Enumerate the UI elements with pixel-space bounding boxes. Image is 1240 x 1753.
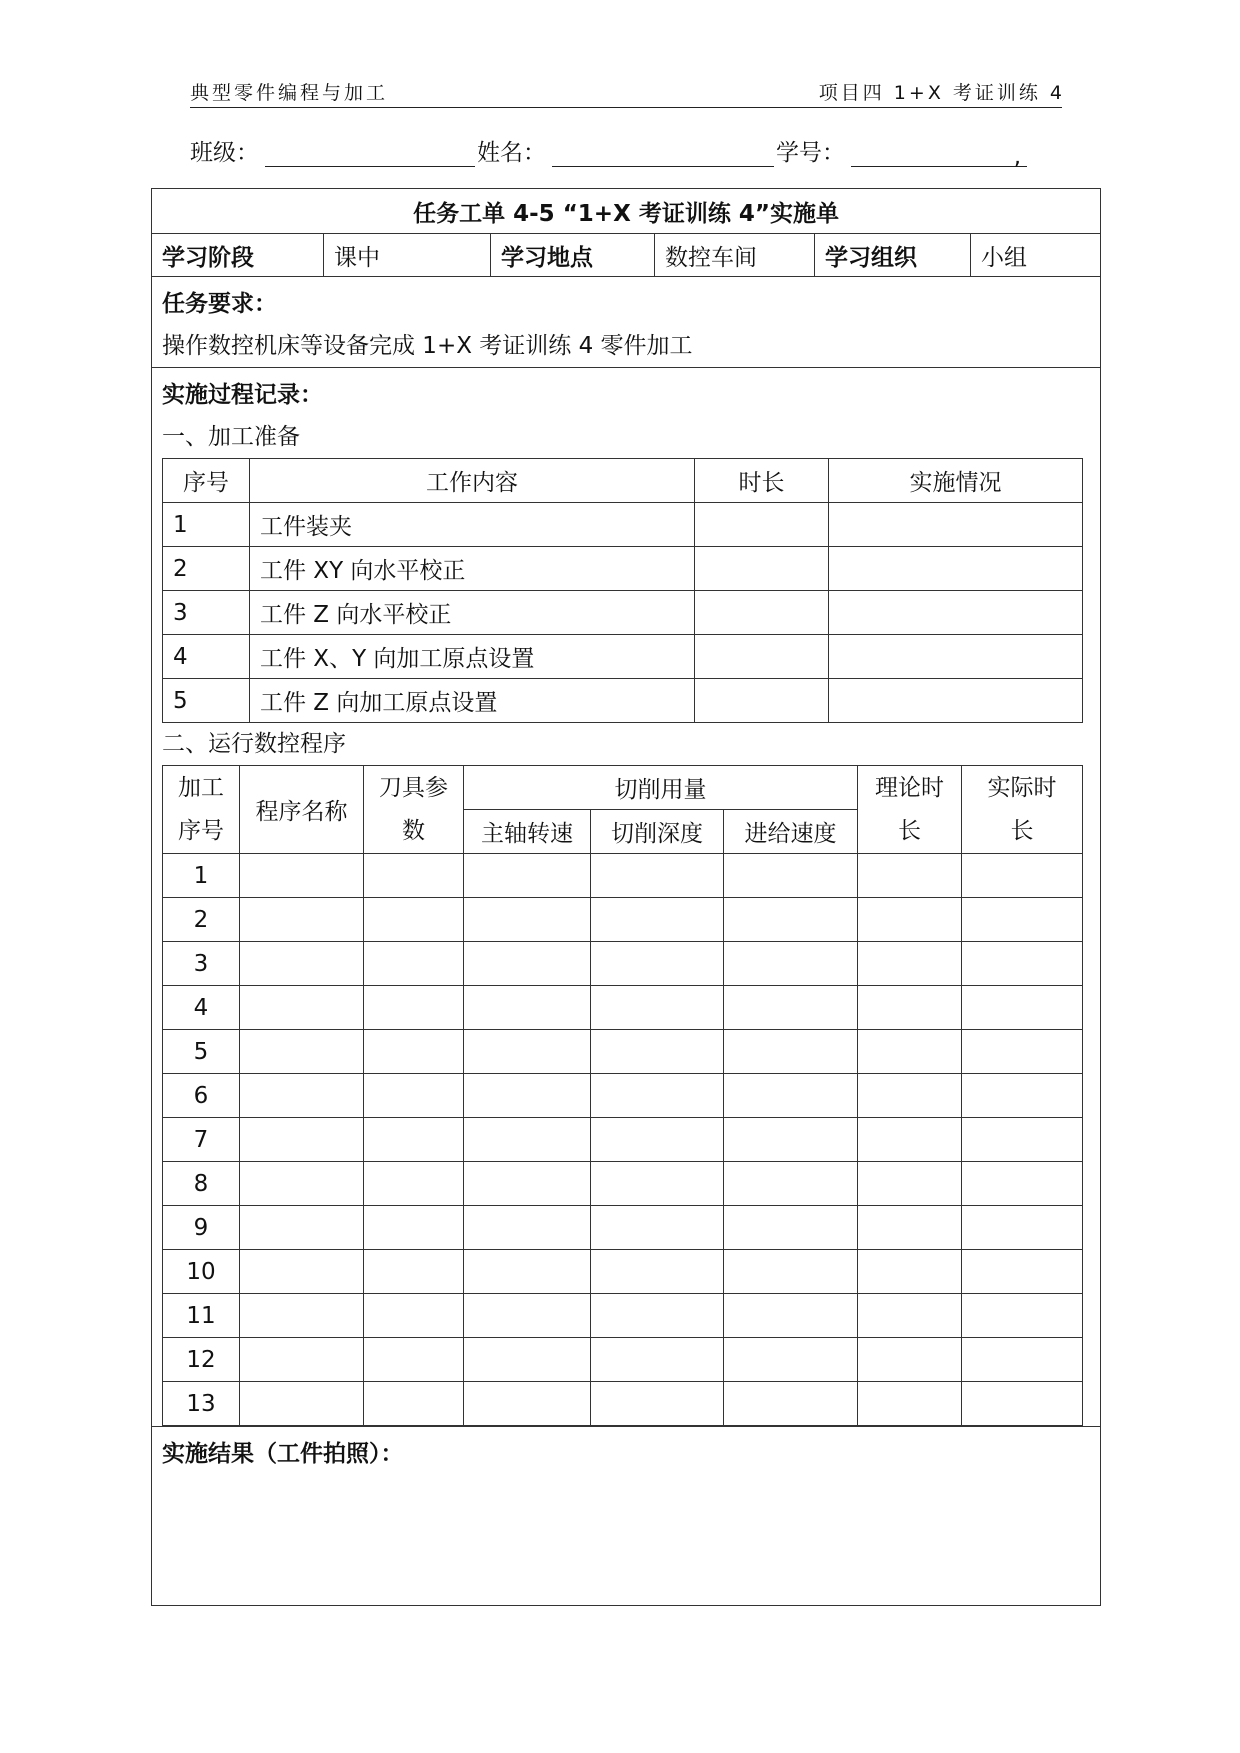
table-row — [163, 1206, 1083, 1250]
prog-seq: 4 — [163, 986, 240, 1030]
prog-name-cell[interactable] — [240, 986, 364, 1030]
prog-header-depth: 切削深度 — [591, 810, 724, 854]
program-rows — [163, 854, 1083, 1426]
prog-seq: 1 — [163, 854, 240, 898]
prog-spindle-cell[interactable] — [464, 1162, 591, 1206]
prog-depth-cell[interactable] — [591, 1118, 724, 1162]
table-row — [163, 1162, 1083, 1206]
prep-header-status: 实施情况 — [829, 459, 1083, 503]
org-label: 学习组织 — [815, 234, 971, 277]
table-row — [163, 1250, 1083, 1294]
prog-feed-cell[interactable] — [724, 854, 858, 898]
prep-status-cell[interactable] — [829, 591, 1083, 635]
prog-depth-cell[interactable] — [591, 942, 724, 986]
prog-actual-cell[interactable] — [962, 1382, 1083, 1426]
prog-tool-cell[interactable] — [364, 1074, 464, 1118]
prep-content: 工件 XY 向水平校正 — [250, 547, 695, 591]
id-trailing: , — [1013, 144, 1021, 170]
prog-seq: 9 — [163, 1206, 240, 1250]
prog-seq: 12 — [163, 1338, 240, 1382]
prog-depth-cell[interactable] — [591, 1030, 724, 1074]
prog-name-cell[interactable] — [240, 942, 364, 986]
prog-feed-cell[interactable] — [724, 1382, 858, 1426]
prep-no: 5 — [163, 679, 250, 723]
requirement-section — [152, 277, 1101, 368]
prog-spindle-cell[interactable] — [464, 1118, 591, 1162]
section2-title: 二、运行数控程序 — [162, 731, 346, 757]
prep-content: 工件 Z 向水平校正 — [250, 591, 695, 635]
prog-actual-cell[interactable] — [962, 1338, 1083, 1382]
prog-actual-cell[interactable] — [962, 942, 1083, 986]
prog-header-seq-2: 序号 — [178, 817, 224, 844]
prog-tool-cell[interactable] — [364, 1382, 464, 1426]
prep-content: 工件 X、Y 向加工原点设置 — [250, 635, 695, 679]
class-field[interactable] — [265, 140, 475, 167]
header-left: 典型零件编程与加工 — [190, 82, 389, 104]
table-row — [163, 1074, 1083, 1118]
prog-tool-cell[interactable] — [364, 898, 464, 942]
prog-spindle-cell[interactable] — [464, 1206, 591, 1250]
prep-no: 3 — [163, 591, 250, 635]
prep-status-cell[interactable] — [829, 679, 1083, 723]
stage-label: 学习阶段 — [152, 234, 324, 277]
prog-depth-cell[interactable] — [591, 1206, 724, 1250]
prog-header-tool — [364, 766, 464, 854]
prog-feed-cell[interactable] — [724, 1206, 858, 1250]
program-table — [162, 765, 1083, 1426]
prog-feed-cell[interactable] — [724, 1250, 858, 1294]
result-label: 实施结果（工件拍照）： — [162, 1441, 404, 1467]
table-row — [163, 898, 1083, 942]
prep-header-no: 序号 — [163, 459, 250, 503]
prog-feed-cell[interactable] — [724, 1118, 858, 1162]
form-title: 任务工单 4-5 “1+X 考证训练 4”实施单 — [152, 189, 1101, 234]
prog-theory-cell[interactable] — [858, 986, 962, 1030]
prog-actual-cell[interactable] — [962, 1074, 1083, 1118]
student-info — [190, 134, 1029, 170]
prog-seq: 11 — [163, 1294, 240, 1338]
prog-header-theory-1: 理论时 — [875, 774, 944, 801]
prog-tool-cell[interactable] — [364, 1118, 464, 1162]
prog-tool-cell[interactable] — [364, 1294, 464, 1338]
prog-header-tool-2: 数 — [402, 817, 425, 844]
prog-actual-cell[interactable] — [962, 1206, 1083, 1250]
prog-feed-cell[interactable] — [724, 1030, 858, 1074]
prog-feed-cell[interactable] — [724, 986, 858, 1030]
prog-name-cell[interactable] — [240, 1338, 364, 1382]
org-value: 小组 — [971, 234, 1101, 277]
class-label: 班级： — [190, 140, 259, 166]
table-row — [163, 547, 1083, 591]
prog-spindle-cell[interactable] — [464, 986, 591, 1030]
prog-actual-cell[interactable] — [962, 898, 1083, 942]
prog-actual-cell[interactable] — [962, 1030, 1083, 1074]
table-row — [163, 591, 1083, 635]
prog-header-feed: 进给速度 — [724, 810, 858, 854]
prep-no: 4 — [163, 635, 250, 679]
prog-tool-cell[interactable] — [364, 1030, 464, 1074]
prog-actual-cell[interactable] — [962, 1250, 1083, 1294]
prog-theory-cell[interactable] — [858, 1074, 962, 1118]
prep-duration-cell[interactable] — [695, 503, 829, 547]
section1-title: 一、加工准备 — [162, 424, 300, 450]
prog-feed-cell[interactable] — [724, 1338, 858, 1382]
prog-header-actual — [962, 766, 1083, 854]
prep-header-duration: 时长 — [695, 459, 829, 503]
table-row — [163, 1030, 1083, 1074]
prog-depth-cell[interactable] — [591, 1074, 724, 1118]
process-section — [152, 368, 1101, 1427]
prog-feed-cell[interactable] — [724, 1294, 858, 1338]
prog-tool-cell[interactable] — [364, 942, 464, 986]
prog-spindle-cell[interactable] — [464, 1250, 591, 1294]
prep-status-cell[interactable] — [829, 635, 1083, 679]
prep-header-content: 工作内容 — [250, 459, 695, 503]
name-label: 姓名： — [477, 140, 546, 166]
prog-feed-cell[interactable] — [724, 942, 858, 986]
prog-depth-cell[interactable] — [591, 1382, 724, 1426]
prep-status-cell[interactable] — [829, 503, 1083, 547]
prog-theory-cell[interactable] — [858, 1338, 962, 1382]
process-label: 实施过程记录： — [162, 382, 323, 408]
prog-name-cell[interactable] — [240, 1294, 364, 1338]
prog-seq: 5 — [163, 1030, 240, 1074]
prog-actual-cell[interactable] — [962, 1294, 1083, 1338]
prog-spindle-cell[interactable] — [464, 1338, 591, 1382]
result-section[interactable] — [152, 1427, 1101, 1606]
task-form — [151, 188, 1101, 1606]
prog-name-cell[interactable] — [240, 1162, 364, 1206]
prog-tool-cell[interactable] — [364, 1206, 464, 1250]
table-row — [163, 942, 1083, 986]
requirement-label: 任务要求： — [162, 291, 277, 317]
prog-feed-cell[interactable] — [724, 1162, 858, 1206]
prep-no: 1 — [163, 503, 250, 547]
prog-seq: 8 — [163, 1162, 240, 1206]
table-row — [163, 679, 1083, 723]
prog-theory-cell[interactable] — [858, 898, 962, 942]
stage-value: 课中 — [324, 234, 491, 277]
prog-depth-cell[interactable] — [591, 1250, 724, 1294]
prog-spindle-cell[interactable] — [464, 1294, 591, 1338]
name-field[interactable] — [552, 140, 774, 167]
prog-depth-cell[interactable] — [591, 986, 724, 1030]
prog-header-spindle: 主轴转速 — [464, 810, 591, 854]
requirement-text: 操作数控机床等设备完成 1+X 考证训练 4 零件加工 — [162, 333, 693, 359]
prog-theory-cell[interactable] — [858, 1250, 962, 1294]
prog-theory-cell[interactable] — [858, 1030, 962, 1074]
prog-theory-cell[interactable] — [858, 1294, 962, 1338]
prog-spindle-cell[interactable] — [464, 854, 591, 898]
prog-header-actual-2: 长 — [1010, 817, 1034, 844]
prog-header-name: 程序名称 — [240, 766, 364, 854]
prog-seq: 10 — [163, 1250, 240, 1294]
table-row — [163, 1294, 1083, 1338]
prog-theory-cell[interactable] — [858, 1206, 962, 1250]
prep-table — [162, 458, 1083, 723]
prog-tool-cell[interactable] — [364, 1162, 464, 1206]
table-row — [163, 854, 1083, 898]
prog-seq: 2 — [163, 898, 240, 942]
prog-header-theory-2: 长 — [898, 817, 921, 844]
prog-header-tool-1: 刀具参 — [379, 774, 448, 801]
table-row — [163, 986, 1083, 1030]
header-divider — [190, 107, 1062, 108]
prog-actual-cell[interactable] — [962, 854, 1083, 898]
prog-actual-cell[interactable] — [962, 986, 1083, 1030]
prep-duration-cell[interactable] — [695, 591, 829, 635]
prep-duration-cell[interactable] — [695, 679, 829, 723]
prog-tool-cell[interactable] — [364, 854, 464, 898]
prog-tool-cell[interactable] — [364, 1250, 464, 1294]
prog-seq: 3 — [163, 942, 240, 986]
prog-name-cell[interactable] — [240, 1250, 364, 1294]
prep-content: 工件 Z 向加工原点设置 — [250, 679, 695, 723]
prog-spindle-cell[interactable] — [464, 942, 591, 986]
prog-theory-cell[interactable] — [858, 1118, 962, 1162]
prep-duration-cell[interactable] — [695, 635, 829, 679]
prog-header-seq-1: 加工 — [178, 774, 224, 801]
prog-actual-cell[interactable] — [962, 1162, 1083, 1206]
prog-theory-cell[interactable] — [858, 942, 962, 986]
table-row — [163, 503, 1083, 547]
prog-spindle-cell[interactable] — [464, 898, 591, 942]
place-value: 数控车间 — [655, 234, 815, 277]
table-row — [163, 1118, 1083, 1162]
prog-name-cell[interactable] — [240, 1074, 364, 1118]
prog-depth-cell[interactable] — [591, 854, 724, 898]
prog-feed-cell[interactable] — [724, 898, 858, 942]
header-right: 项目四 1+X 考证训练 4 — [818, 82, 1065, 104]
prog-spindle-cell[interactable] — [464, 1074, 591, 1118]
prog-theory-cell[interactable] — [858, 854, 962, 898]
prog-theory-cell[interactable] — [858, 1162, 962, 1206]
table-row — [163, 1382, 1083, 1426]
prep-no: 2 — [163, 547, 250, 591]
id-label: 学号： — [776, 140, 845, 166]
prog-tool-cell[interactable] — [364, 1338, 464, 1382]
prog-name-cell[interactable] — [240, 1030, 364, 1074]
prog-spindle-cell[interactable] — [464, 1030, 591, 1074]
prog-actual-cell[interactable] — [962, 1118, 1083, 1162]
prog-depth-cell[interactable] — [591, 1294, 724, 1338]
prog-spindle-cell[interactable] — [464, 1382, 591, 1426]
prog-seq: 6 — [163, 1074, 240, 1118]
prog-seq: 7 — [163, 1118, 240, 1162]
prog-name-cell[interactable] — [240, 1206, 364, 1250]
prog-feed-cell[interactable] — [724, 1074, 858, 1118]
prep-content: 工件装夹 — [250, 503, 695, 547]
id-field[interactable] — [851, 140, 1027, 170]
prep-status-cell[interactable] — [829, 547, 1083, 591]
prog-name-cell[interactable] — [240, 1118, 364, 1162]
prep-duration-cell[interactable] — [695, 547, 829, 591]
prog-header-cutting: 切削用量 — [464, 766, 858, 810]
prog-name-cell[interactable] — [240, 854, 364, 898]
prog-depth-cell[interactable] — [591, 1338, 724, 1382]
table-row — [163, 1338, 1083, 1382]
prog-name-cell[interactable] — [240, 1382, 364, 1426]
prog-header-actual-1: 实际时 — [987, 774, 1057, 801]
prog-name-cell[interactable] — [240, 898, 364, 942]
prog-depth-cell[interactable] — [591, 1162, 724, 1206]
prog-theory-cell[interactable] — [858, 1382, 962, 1426]
place-label: 学习地点 — [491, 234, 655, 277]
prog-depth-cell[interactable] — [591, 898, 724, 942]
table-row — [163, 635, 1083, 679]
prog-header-theory — [858, 766, 962, 854]
prog-header-seq — [163, 766, 240, 854]
prog-seq: 13 — [163, 1382, 240, 1426]
prog-tool-cell[interactable] — [364, 986, 464, 1030]
